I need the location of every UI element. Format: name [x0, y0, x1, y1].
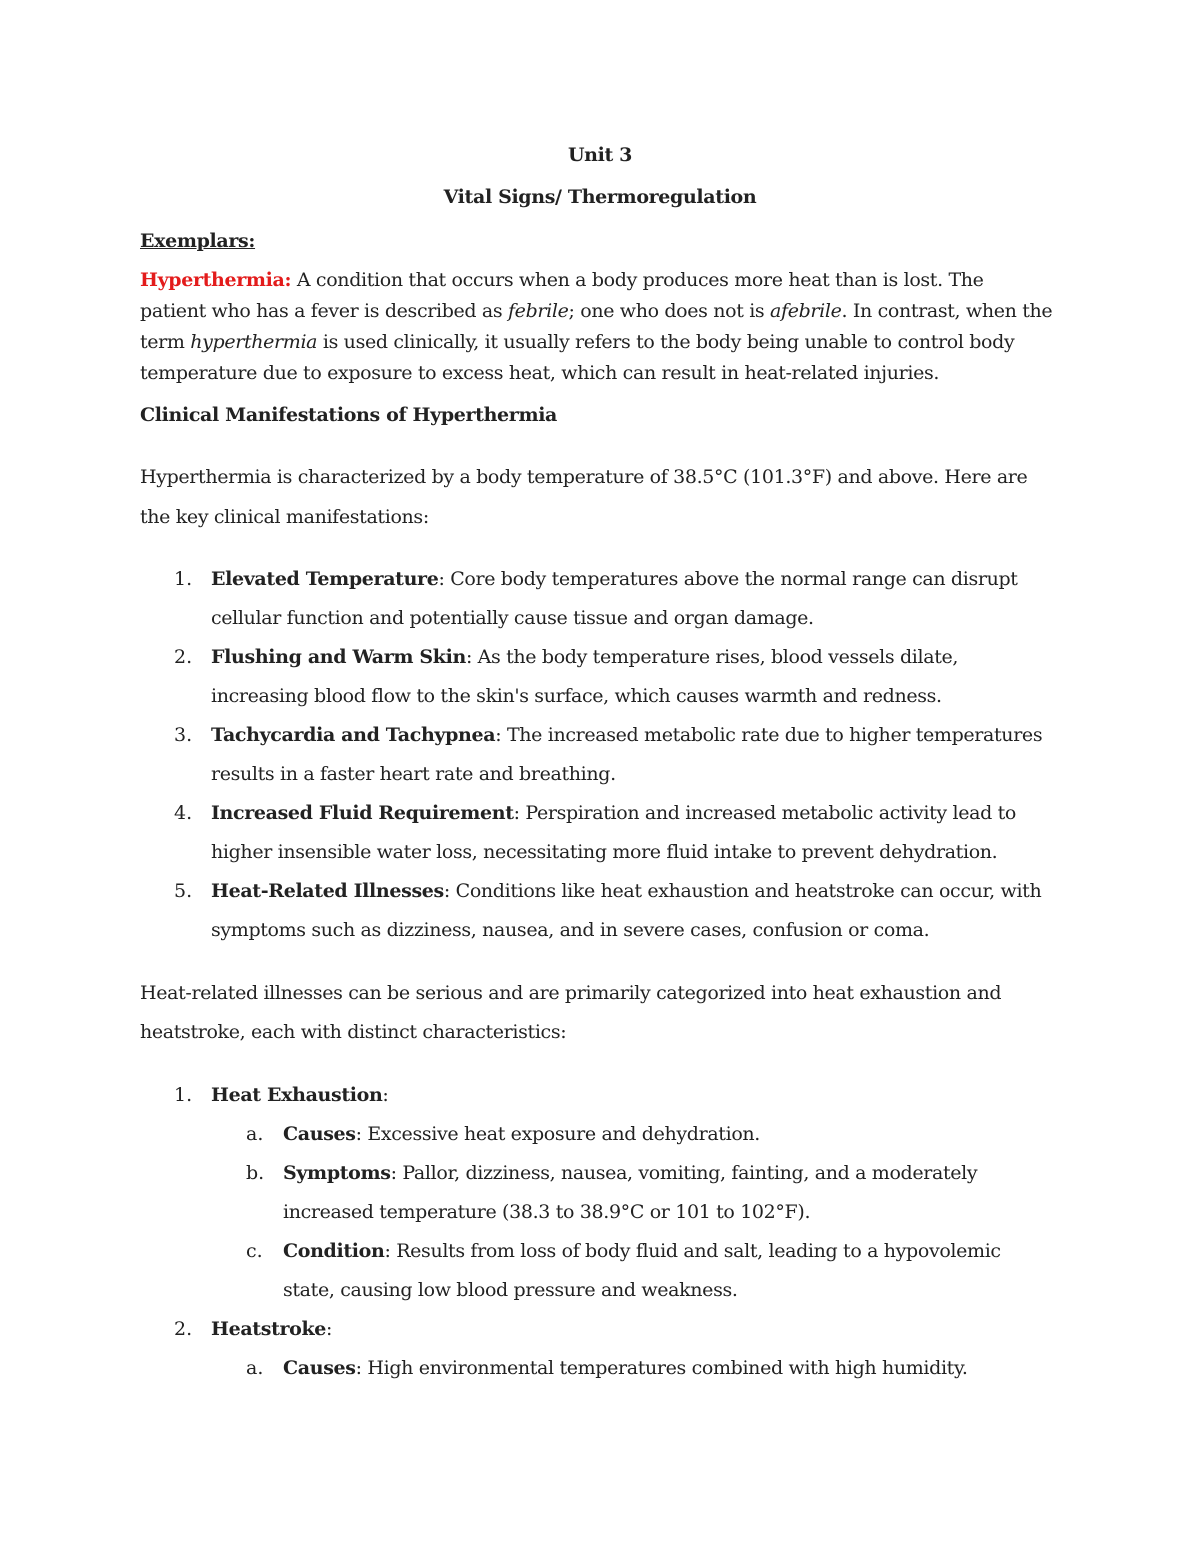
manifestation-term: Tachycardia and Tachypnea [211, 724, 496, 746]
sublist-term: Causes [283, 1123, 356, 1145]
list-number: 2. [174, 1318, 193, 1340]
hyperthermia-line-4: temperature due to exposure to excess heat, which can result in heat-related injuries. [140, 362, 940, 384]
clinical-heading: Clinical Manifestations of Hyperthermia [140, 404, 558, 426]
sublist-text: : Excessive heat exposure and dehydration. [355, 1123, 760, 1145]
sublist-term: Condition [283, 1240, 385, 1262]
sublist-item [283, 1161, 977, 1185]
hyperthermia-italic-term: hyperthermia [190, 331, 318, 353]
sublist-letter: a. [246, 1123, 264, 1145]
list-item [211, 879, 1041, 903]
intro-line-2: the key clinical manifestations: [140, 506, 429, 528]
list-number: 1. [174, 568, 193, 590]
sublist-letter: c. [246, 1240, 263, 1262]
febrile-term: febrile [508, 300, 569, 322]
manifestation-term: Increased Fluid Requirement [211, 802, 514, 824]
document-title: Unit 3 [567, 144, 633, 166]
manifestation-text: : As the body temperature rises, blood vessels dilate, [465, 646, 959, 668]
heatstroke-colon: : [326, 1318, 333, 1340]
heatstroke-heading [211, 1317, 332, 1341]
sublist-letter: b. [246, 1162, 265, 1184]
hyperthermia-text-3a: term [140, 331, 191, 353]
sublist-text: : Results from loss of body fluid and salt, leading to a hypovolemic [384, 1240, 1001, 1262]
list-item-continuation: higher insensible water loss, necessitating more fluid intake to prevent dehydration. [211, 841, 998, 863]
sublist-text: : Pallor, dizziness, nausea, vomiting, fainting, and a moderately [390, 1162, 978, 1184]
illness-intro-line-2: heatstroke, each with distinct characteristics: [140, 1021, 567, 1043]
list-item-continuation: results in a faster heart rate and breathing. [211, 763, 616, 785]
intro-line-1: Hyperthermia is characterized by a body temperature of 38.5°C (101.3°F) and above. Here are [140, 466, 1028, 488]
sublist-text: : High environmental temperatures combined with high humidity. [355, 1357, 968, 1379]
illness-intro-line-1: Heat-related illnesses can be serious and are primarily categorized into heat exhaustion and [140, 982, 1002, 1004]
sublist-term: Symptoms [283, 1162, 391, 1184]
list-number: 4. [174, 802, 193, 824]
hyperthermia-line-3 [140, 330, 1014, 354]
manifestation-text: : Perspiration and increased metabolic activity lead to [513, 802, 1016, 824]
hyperthermia-text-1: A condition that occurs when a body produces more heat than is lost. The [291, 269, 984, 291]
document-subtitle: Vital Signs/ Thermoregulation [443, 186, 757, 208]
heat-exhaustion-heading [211, 1083, 388, 1107]
sublist-term: Causes [283, 1357, 356, 1379]
manifestation-term: Heat-Related Illnesses [211, 880, 444, 902]
hyperthermia-text-2e: . In contrast, when the [841, 300, 1053, 322]
list-number: 3. [174, 724, 193, 746]
list-item-continuation: symptoms such as dizziness, nausea, and in severe cases, confusion or coma. [211, 919, 930, 941]
manifestation-text: : The increased metabolic rate due to higher temperatures [495, 724, 1043, 746]
hyperthermia-line-2 [140, 299, 1052, 323]
heat-exhaustion-colon: : [382, 1084, 389, 1106]
list-item-continuation: cellular function and potentially cause tissue and organ damage. [211, 607, 814, 629]
hyperthermia-text-3c: is used clinically, it usually refers to the body being unable to control body [317, 331, 1015, 353]
list-number: 2. [174, 646, 193, 668]
list-item [211, 567, 1018, 591]
sublist-item [283, 1239, 1001, 1263]
hyperthermia-line-1 [140, 268, 984, 292]
heatstroke-term: Heatstroke [211, 1318, 327, 1340]
hyperthermia-term: Hyperthermia: [140, 269, 292, 291]
list-item [211, 801, 1016, 825]
manifestation-term: Flushing and Warm Skin [211, 646, 466, 668]
hyperthermia-text-2a: patient who has a fever is described as [140, 300, 508, 322]
manifestation-text: : Core body temperatures above the normal range can disrupt [438, 568, 1018, 590]
sublist-item [283, 1122, 760, 1146]
heat-exhaustion-term: Heat Exhaustion [211, 1084, 383, 1106]
sublist-item-continuation: increased temperature (38.3 to 38.9°C or 101 to 102°F). [283, 1201, 811, 1223]
hyperthermia-text-2c: ; one who does not is [568, 300, 771, 322]
sublist-letter: a. [246, 1357, 264, 1379]
afebrile-term: afebrile [770, 300, 842, 322]
list-number: 1. [174, 1084, 193, 1106]
exemplars-heading: Exemplars: [140, 230, 256, 252]
sublist-item-continuation: state, causing low blood pressure and weakness. [283, 1279, 738, 1301]
manifestation-text: : Conditions like heat exhaustion and heatstroke can occur, with [443, 880, 1042, 902]
list-item-continuation: increasing blood flow to the skin's surface, which causes warmth and redness. [211, 685, 942, 707]
manifestation-term: Elevated Temperature [211, 568, 439, 590]
list-item [211, 645, 958, 669]
sublist-item [283, 1356, 968, 1380]
list-item [211, 723, 1042, 747]
list-number: 5. [174, 880, 193, 902]
